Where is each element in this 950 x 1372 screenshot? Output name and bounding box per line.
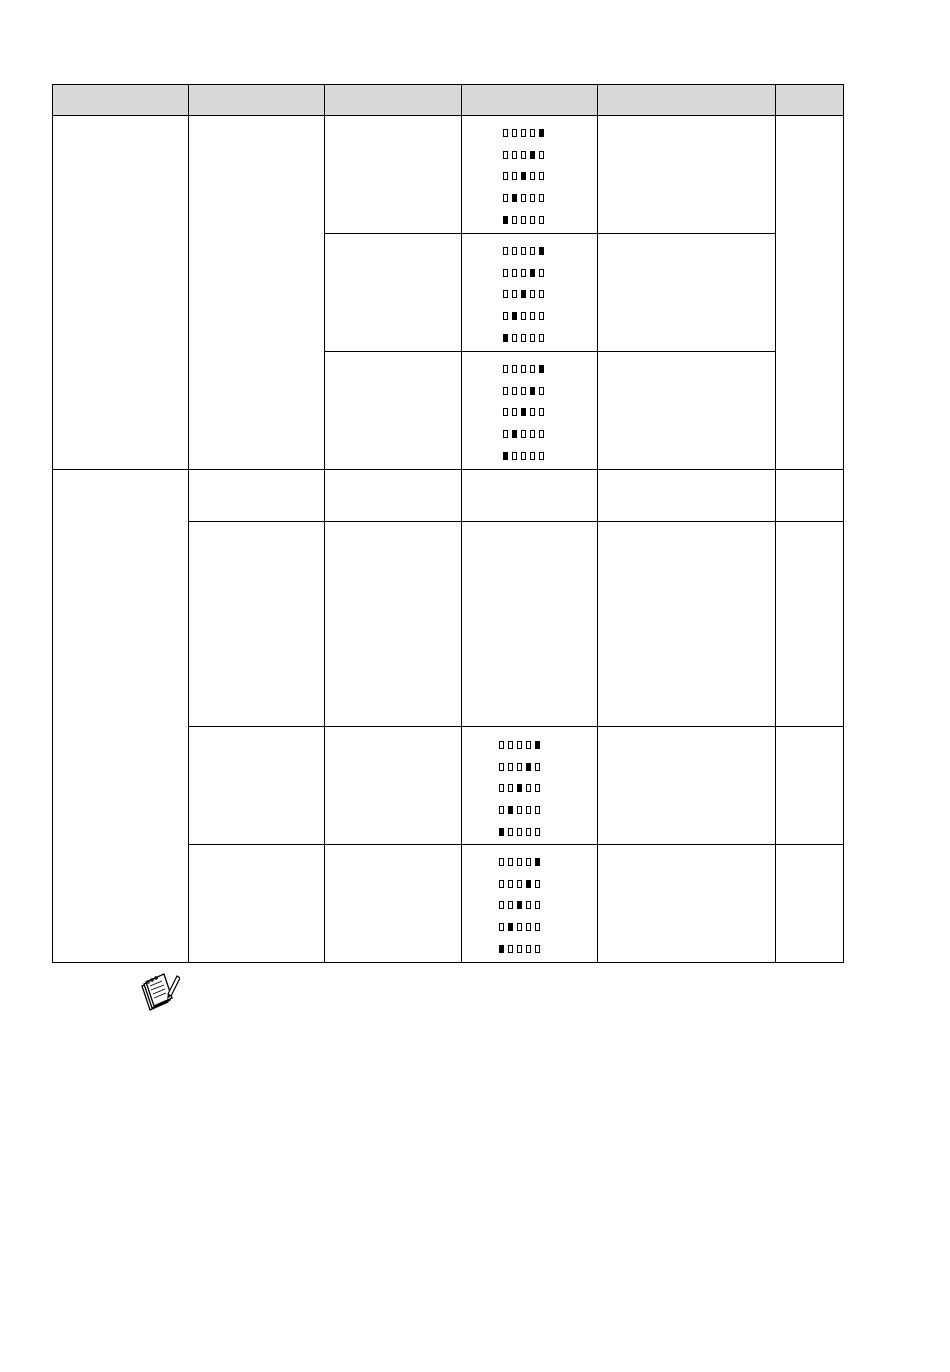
level-box-empty (526, 923, 531, 931)
level-box-filled (499, 945, 504, 953)
level-box-empty (512, 387, 517, 395)
level-box-empty (526, 806, 531, 814)
level-box-empty (535, 806, 540, 814)
level-box-empty (526, 828, 531, 836)
level-box-filled (521, 290, 526, 298)
level-box-empty (535, 763, 540, 771)
level-box-empty (530, 194, 535, 202)
level-box-empty (517, 828, 522, 836)
level-indicator-row (503, 311, 548, 321)
grid-line-h (188, 521, 844, 522)
level-box-empty (508, 763, 513, 771)
grid-line-h (52, 962, 844, 963)
level-box-empty (512, 408, 517, 416)
grid-line-v (775, 84, 776, 963)
level-box-empty (508, 880, 513, 888)
level-box-empty (521, 129, 526, 137)
grid-line-v (461, 84, 462, 963)
level-box-empty (512, 365, 517, 373)
level-box-empty (499, 923, 504, 931)
level-box-empty (530, 334, 535, 342)
level-box-empty (521, 452, 526, 460)
level-box-filled (521, 408, 526, 416)
level-box-filled (503, 334, 508, 342)
level-box-empty (508, 828, 513, 836)
grid-line-v (52, 84, 53, 963)
level-indicator-row (499, 944, 544, 954)
level-box-filled (499, 828, 504, 836)
level-box-empty (530, 408, 535, 416)
level-box-filled (530, 151, 535, 159)
grid-line-v (324, 84, 325, 963)
level-indicator-row (503, 128, 548, 138)
level-box-filled (517, 901, 522, 909)
level-box-empty (535, 901, 540, 909)
level-box-empty (517, 945, 522, 953)
level-box-empty (526, 945, 531, 953)
level-box-empty (521, 247, 526, 255)
level-box-empty (521, 312, 526, 320)
level-box-empty (526, 858, 531, 866)
level-indicator-row (503, 215, 548, 225)
level-box-empty (521, 151, 526, 159)
level-box-empty (499, 858, 504, 866)
level-box-empty (503, 387, 508, 395)
level-box-empty (512, 129, 517, 137)
grid-line-h (188, 726, 844, 727)
level-box-empty (521, 365, 526, 373)
level-indicator-row (499, 783, 544, 793)
level-box-empty (521, 194, 526, 202)
level-indicator-row (503, 289, 548, 299)
table-header-row (52, 84, 844, 115)
level-box-empty (512, 269, 517, 277)
level-box-empty (539, 430, 544, 438)
level-box-filled (512, 430, 517, 438)
level-box-empty (508, 945, 513, 953)
level-box-filled (503, 216, 508, 224)
level-box-empty (530, 365, 535, 373)
level-box-empty (512, 452, 517, 460)
level-box-filled (521, 172, 526, 180)
level-box-empty (539, 387, 544, 395)
grid-line-v (188, 84, 189, 963)
grid-line-v (843, 84, 844, 963)
level-indicator-row (499, 762, 544, 772)
level-box-empty (517, 858, 522, 866)
level-box-empty (503, 172, 508, 180)
level-box-empty (503, 129, 508, 137)
level-box-empty (508, 784, 513, 792)
level-box-empty (539, 151, 544, 159)
level-indicator-row (499, 740, 544, 750)
level-box-empty (499, 901, 504, 909)
level-indicator-row (503, 268, 548, 278)
level-box-empty (526, 741, 531, 749)
grid-line-h (324, 233, 776, 234)
level-box-empty (530, 129, 535, 137)
level-box-filled (508, 806, 513, 814)
level-box-empty (530, 452, 535, 460)
level-box-filled (526, 880, 531, 888)
level-box-empty (530, 430, 535, 438)
level-box-filled (512, 194, 517, 202)
level-box-empty (535, 784, 540, 792)
level-indicator-row (503, 246, 548, 256)
level-box-empty (503, 194, 508, 202)
grid-line-h (52, 469, 844, 470)
level-box-empty (503, 312, 508, 320)
level-box-empty (535, 828, 540, 836)
level-box-empty (517, 806, 522, 814)
level-indicator-row (499, 922, 544, 932)
level-box-filled (535, 741, 540, 749)
level-box-empty (512, 247, 517, 255)
grid-line-h (324, 351, 776, 352)
level-box-empty (535, 923, 540, 931)
level-box-empty (503, 430, 508, 438)
level-box-empty (539, 194, 544, 202)
level-box-empty (508, 901, 513, 909)
level-box-empty (512, 151, 517, 159)
level-box-empty (512, 290, 517, 298)
level-box-empty (503, 151, 508, 159)
level-box-empty (512, 216, 517, 224)
level-indicator-row (503, 364, 548, 374)
level-box-empty (499, 784, 504, 792)
level-box-filled (539, 247, 544, 255)
level-box-empty (512, 334, 517, 342)
level-box-empty (526, 784, 531, 792)
grid-line-h (52, 84, 844, 85)
level-box-empty (539, 269, 544, 277)
level-box-empty (517, 880, 522, 888)
level-indicator-row (499, 900, 544, 910)
level-box-empty (503, 290, 508, 298)
level-indicator-row (499, 857, 544, 867)
level-box-empty (517, 741, 522, 749)
level-box-filled (539, 365, 544, 373)
level-box-empty (521, 269, 526, 277)
level-box-empty (499, 880, 504, 888)
level-box-filled (508, 923, 513, 931)
level-box-filled (539, 129, 544, 137)
grid-line-h (52, 115, 844, 116)
level-box-empty (530, 290, 535, 298)
level-box-empty (499, 741, 504, 749)
level-box-empty (521, 216, 526, 224)
level-box-filled (530, 269, 535, 277)
level-indicator-row (503, 150, 548, 160)
level-box-empty (499, 763, 504, 771)
level-indicator-row (499, 805, 544, 815)
level-box-filled (526, 763, 531, 771)
level-box-empty (530, 172, 535, 180)
level-box-empty (499, 806, 504, 814)
level-box-empty (517, 763, 522, 771)
level-indicator-row (503, 333, 548, 343)
level-box-empty (539, 312, 544, 320)
level-box-empty (530, 312, 535, 320)
level-indicator-row (499, 879, 544, 889)
level-indicator-row (503, 193, 548, 203)
level-box-filled (535, 858, 540, 866)
level-box-empty (508, 858, 513, 866)
level-box-filled (530, 387, 535, 395)
level-box-empty (539, 290, 544, 298)
level-indicator-row (503, 407, 548, 417)
level-box-filled (517, 784, 522, 792)
level-box-empty (539, 172, 544, 180)
level-indicator-row (503, 171, 548, 181)
level-box-empty (530, 247, 535, 255)
level-box-empty (512, 172, 517, 180)
level-box-empty (539, 334, 544, 342)
level-box-empty (535, 945, 540, 953)
note-pad-pencil-icon (138, 972, 180, 1014)
level-box-empty (526, 901, 531, 909)
level-indicator-row (503, 429, 548, 439)
grid-line-v (597, 84, 598, 963)
level-box-empty (521, 387, 526, 395)
level-box-filled (512, 312, 517, 320)
level-box-empty (535, 880, 540, 888)
level-indicator-row (499, 827, 544, 837)
level-box-empty (521, 430, 526, 438)
level-box-empty (539, 216, 544, 224)
level-box-empty (521, 334, 526, 342)
level-indicator-row (503, 451, 548, 461)
level-box-empty (539, 452, 544, 460)
level-box-empty (539, 408, 544, 416)
level-box-empty (503, 408, 508, 416)
level-box-empty (503, 365, 508, 373)
level-box-empty (517, 923, 522, 931)
level-indicator-row (503, 386, 548, 396)
level-box-empty (530, 216, 535, 224)
level-box-filled (503, 452, 508, 460)
level-box-empty (503, 247, 508, 255)
level-box-empty (508, 741, 513, 749)
level-box-empty (503, 269, 508, 277)
grid-line-h (188, 844, 844, 845)
